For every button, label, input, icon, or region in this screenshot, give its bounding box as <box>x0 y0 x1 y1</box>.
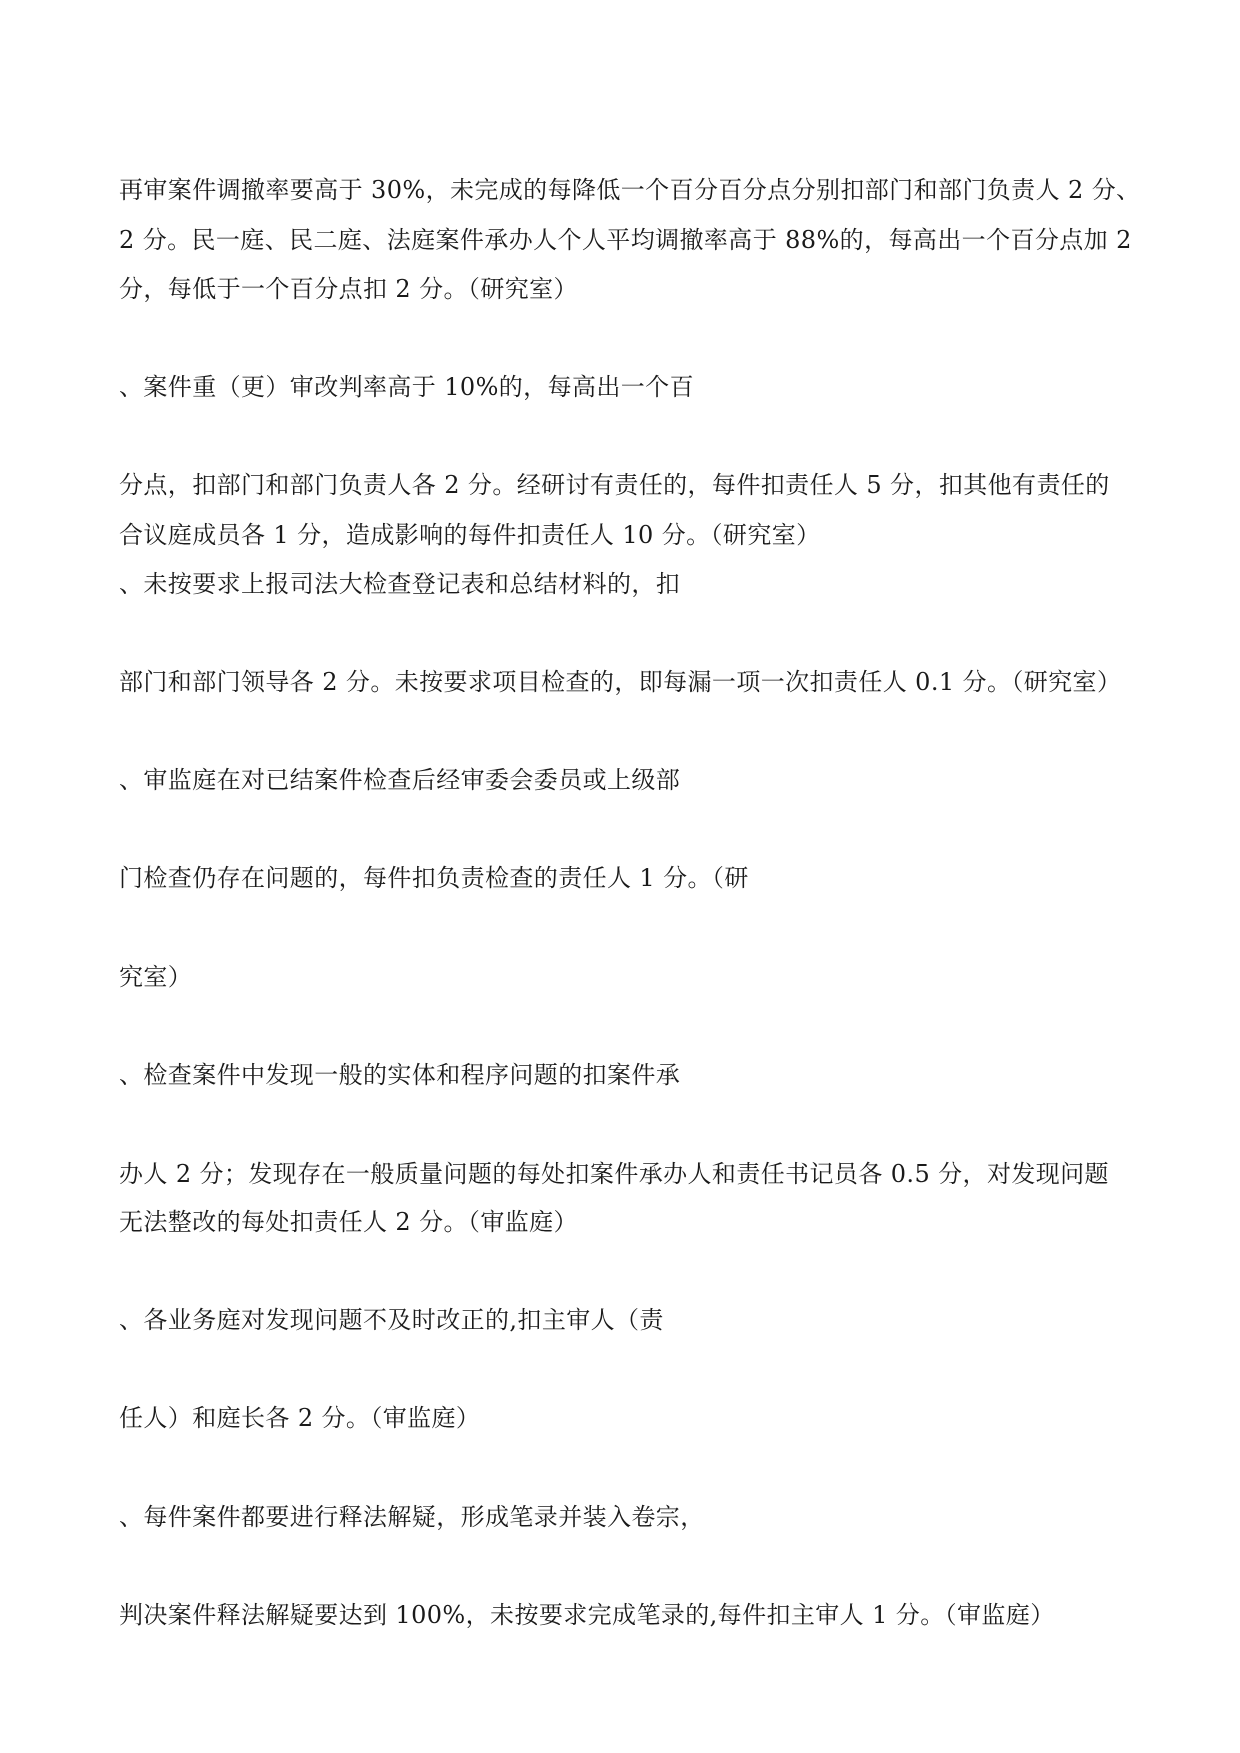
text-line: 究室） <box>119 963 193 991</box>
text-line: 2 分。民一庭、民二庭、法庭案件承办人个人平均调撤率高于 88%的，每高出一个百分点加 2 <box>119 226 1132 254</box>
text-line: 、未按要求上报司法大检查登记表和总结材料的，扣 <box>119 570 681 598</box>
text-line: 分点，扣部门和部门负责人各 2 分。经研讨有责任的，每件扣责任人 5 分，扣其他有责任的 <box>119 471 1110 499</box>
text-line: 判决案件释法解疑要达到 100%，未按要求完成笔录的,每件扣主审人 1 分。（审监庭） <box>119 1601 1055 1629</box>
text-line: 、案件重（更）审改判率高于 10%的，每高出一个百 <box>119 373 694 401</box>
text-line: 门检查仍存在问题的，每件扣负责检查的责任人 1 分。（研 <box>119 864 749 892</box>
text-line: 无法整改的每处扣责任人 2 分。（审监庭） <box>119 1208 578 1236</box>
text-line: 再审案件调撤率要高于 30%，未完成的每降低一个百分百分点分别扣部门和部门负责人 2 分、 <box>119 176 1141 204</box>
text-line: 、每件案件都要进行释法解疑，形成笔录并装入卷宗， <box>119 1503 705 1531</box>
text-line: 分，每低于一个百分点扣 2 分。（研究室） <box>119 275 578 303</box>
text-line: 、审监庭在对已结案件检查后经审委会委员或上级部 <box>119 766 681 794</box>
text-line: 办人 2 分；发现存在一般质量问题的每处扣案件承办人和责任书记员各 0.5 分，对发现问题 <box>119 1160 1109 1188</box>
text-line: 任人）和庭长各 2 分。（审监庭） <box>119 1404 481 1432</box>
text-line: 、检查案件中发现一般的实体和程序问题的扣案件承 <box>119 1061 681 1089</box>
text-line: 部门和部门领导各 2 分。未按要求项目检查的，即每漏一项一次扣责任人 0.1 分。（研究室） <box>119 668 1122 696</box>
text-line: 、各业务庭对发现问题不及时改正的,扣主审人（责 <box>119 1306 664 1334</box>
text-line: 合议庭成员各 1 分，造成影响的每件扣责任人 10 分。（研究室） <box>119 521 821 549</box>
